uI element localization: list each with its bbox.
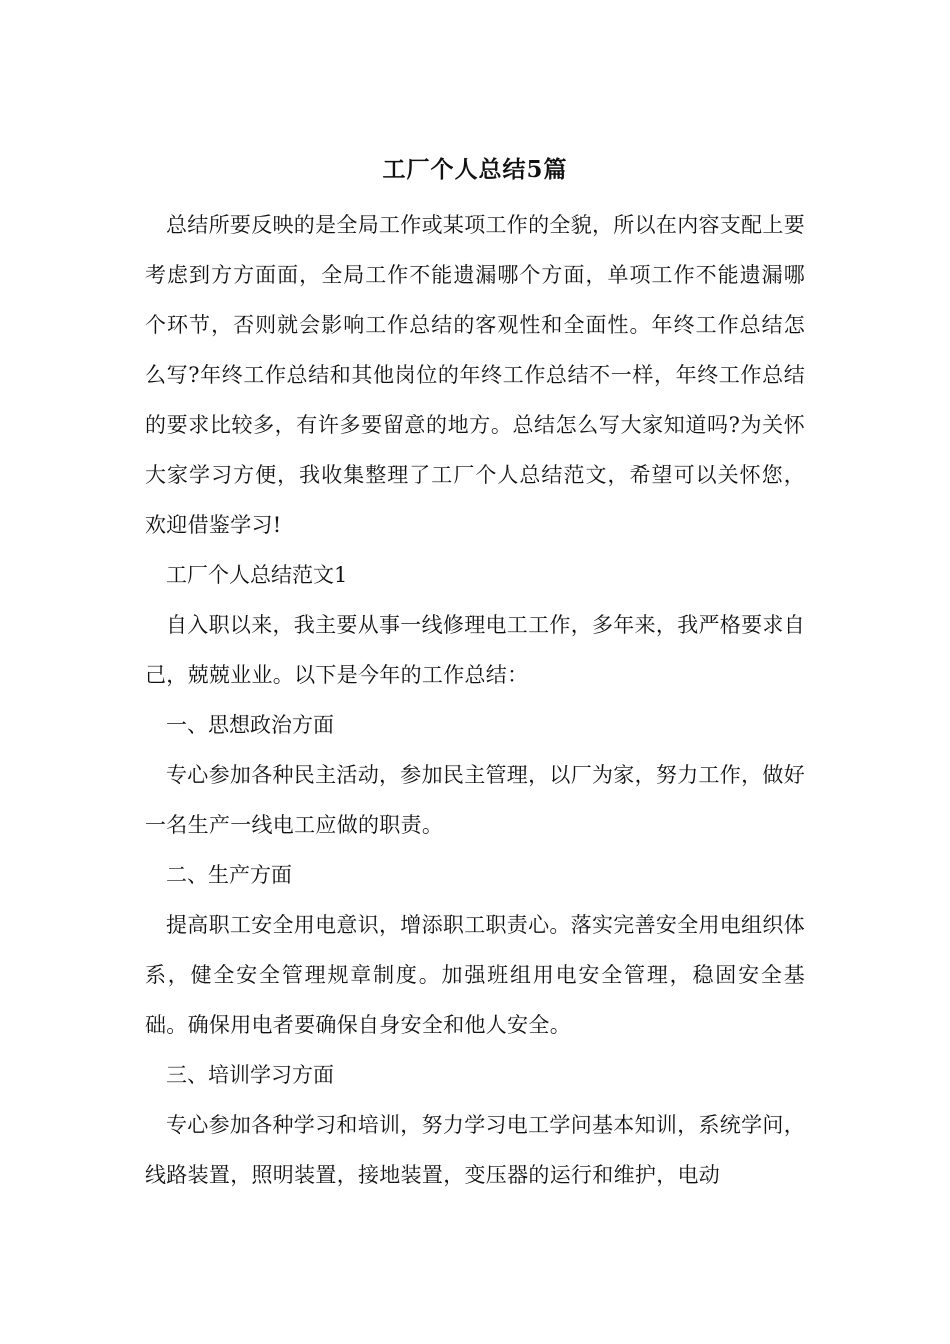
document-title: 工厂个人总结5篇 bbox=[382, 156, 568, 183]
document-body bbox=[145, 150, 805, 1200]
section-heading-politics: 一、思想政治方面 bbox=[166, 713, 334, 737]
section-heading-production: 二、生产方面 bbox=[166, 863, 292, 887]
section-body-training: 专心参加各种学习和培训，努力学习电工学问基本知训，系统学问，线路装置，照明装置，接地装置，变压器的运行和维护，电动 bbox=[145, 1113, 805, 1187]
section-body-production: 提高职工安全用电意识，增添职工职责心。落实完善安全用电组织体系，健全安全管理规章制度。加强班组用电安全管理，稳固安全基础。确保用电者要确保自身安全和他人安全。 bbox=[145, 913, 805, 1037]
section-body-politics: 专心参加各种民主活动，参加民主管理，以厂为家，努力工作，做好一名生产一线电工应做的职责。 bbox=[145, 763, 805, 837]
intro-paragraph: 总结所要反映的是全局工作或某项工作的全貌，所以在内容支配上要考虑到方方面面，全局工作不能遗漏哪个方面，单项工作不能遗漏哪个环节，否则就会影响工作总结的客观性和全面性。年终工作总结怎么写?年终工作总结和其他岗位的年终工作总结不一样，年终工作总结的要求比较多，有许多要留意的地方。总结怎么写大家知道吗?为关怀大家学习方便，我收集整理了工厂个人总结范文，希望可以关怀您，欢迎借鉴学习! bbox=[145, 213, 805, 537]
sample-heading: 工厂个人总结范文1 bbox=[166, 563, 348, 587]
section-heading-training: 三、培训学习方面 bbox=[166, 1063, 334, 1087]
opening-paragraph: 自入职以来，我主要从事一线修理电工工作，多年来，我严格要求自己，兢兢业业。以下是今年的工作总结： bbox=[145, 613, 805, 687]
